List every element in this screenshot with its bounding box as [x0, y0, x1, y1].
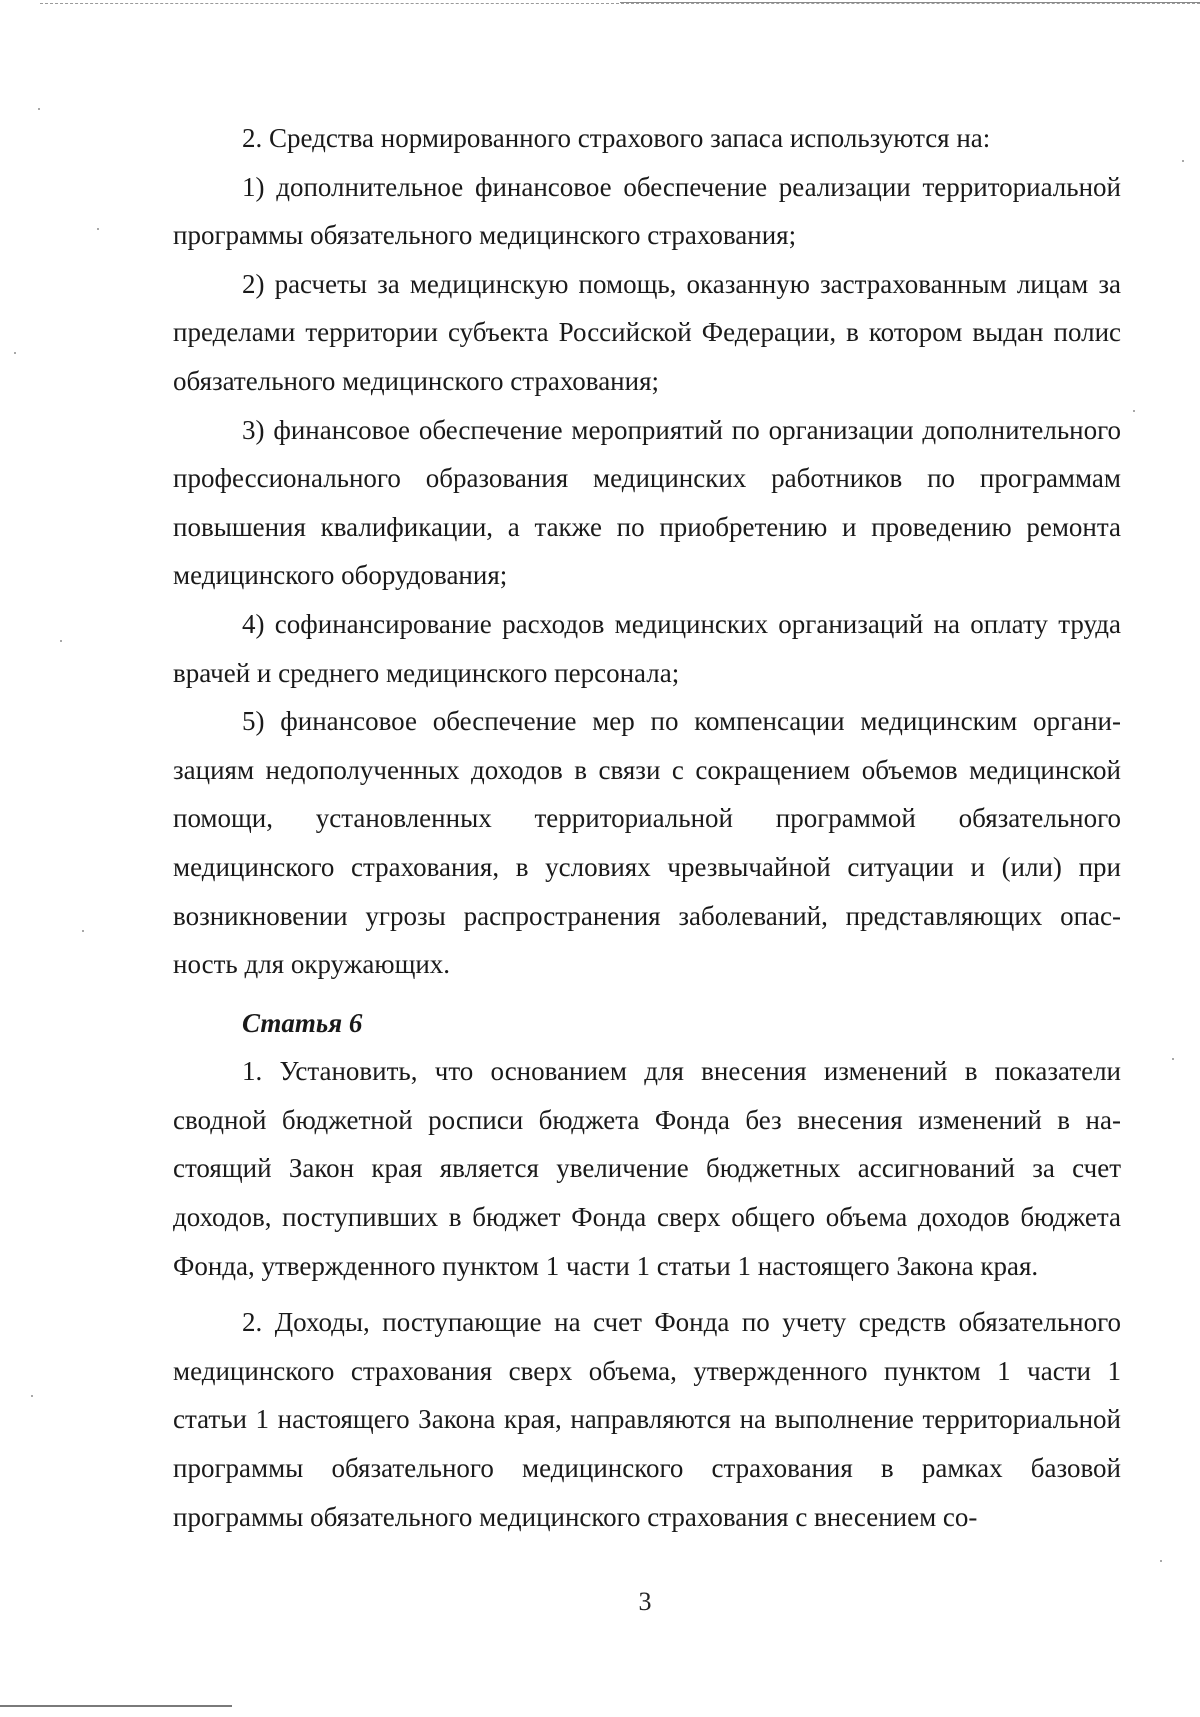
bottom-scan-edge	[0, 1705, 232, 1707]
list-item: 5) финансовое обеспечение мер по компенсации медицинским организациям недополученных доходов в связи с сокращением объемов медицинской помощи, установленных территориальной программой обязательного медицинского страхования, в условиях чрезвычайной ситуации и (или) при возникновении угрозы распространения заболеваний, представляющих опасность для окружающих.	[173, 706, 1121, 980]
list-item: 4) софинансирование расходов медицинских организаций на оплату труда врачей и среднего медицинского персонала;	[173, 608, 1121, 688]
article-heading: Статья 6	[242, 1007, 363, 1038]
paragraph: 1. Установить, что основанием для внесения изменений в показатели сводной бюджетной росписи бюджета Фонда без внесения изменений в настоящий Закон края является увеличение бюджетных ассигнований за счет доходов, поступивших в бюджет Фонда сверх общего объема доходов бюджета Фонда, утвержденного пунктом 1 части 1 статьи 1 настоящего Закона края.	[173, 1056, 1121, 1281]
scan-speck	[1172, 1058, 1174, 1060]
paragraph: 2. Доходы, поступающие на счет Фонда по учету средств обязательного медицинского страхования сверх объема, утвержденного пунктом 1 части 1 статьи 1 настоящего Закона края, направляются на выполнение территориальной программы обязательного медицинского страхования в рамках базовой программы обязательного медицинского страхования с внесением со-	[173, 1307, 1121, 1532]
scan-speck	[31, 1395, 33, 1397]
scan-speck	[1133, 410, 1135, 412]
scan-speck	[1160, 1560, 1162, 1562]
scan-speck	[97, 228, 99, 230]
scan-speck	[14, 352, 16, 354]
top-scan-border	[40, 3, 1200, 4]
scan-speck	[82, 930, 84, 932]
paragraph: 2. Средства нормированного страхового запаса используются на:	[242, 123, 991, 153]
top-scan-edge	[620, 2, 1200, 3]
page-number: 3	[638, 1587, 652, 1616]
list-item: 2) расчеты за медицинскую помощь, оказанную застрахованным лицам за пределами территории субъекта Российской Федерации, в котором выдан полис обязательного медицинского страхования;	[173, 268, 1121, 396]
scan-speck	[1182, 160, 1184, 162]
list-item: 1) дополнительное финансовое обеспечение реализации территориальной программы обязательного медицинского страхования;	[173, 171, 1121, 251]
scan-speck	[38, 108, 40, 110]
body-text	[173, 114, 1121, 1541]
scan-speck	[60, 640, 62, 642]
list-item: 3) финансовое обеспечение мероприятий по организации дополнительного профессионального образования медицинских работников по программам повышения квалификации, а также по приобретению и проведению ремонта медицинского оборудования;	[173, 414, 1121, 591]
